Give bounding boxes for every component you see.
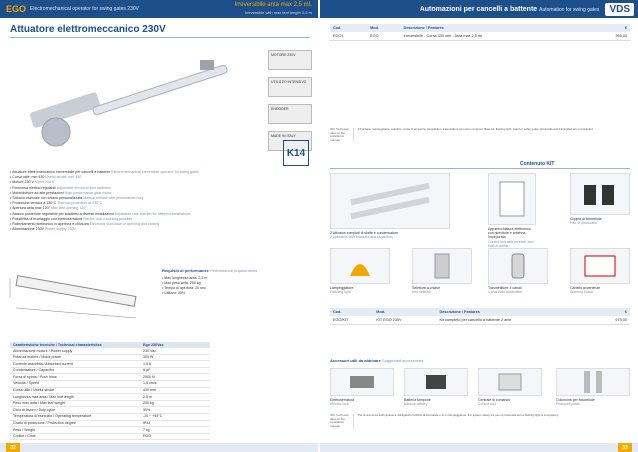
table-row: Lunghezza max anta / Max leaf length 2,5 m — [10, 394, 210, 401]
section-title: Automazioni per cancelli a battente Automation for swing gates — [419, 5, 600, 13]
page-title: Attuatore elettromeccanico 230V — [10, 24, 166, 35]
feature-item: • Finecorsa elettrici regolabili Adjustable electrical limit switches — [10, 186, 310, 191]
kit-item: Coppia di fotocellule Pair of photocells — [570, 173, 630, 225]
product-subtitle: Electromechanical operator for swing gates 230V — [30, 6, 139, 12]
kit-heading: Contenuto KIT — [520, 161, 555, 167]
table-row: Temperatura di esercizio / Operating temperature -20 ÷ +55°C — [10, 413, 210, 420]
header-note: Irreversibile anta max 2,5 mt. Irreversible with max leaf length 2,5 m — [234, 2, 312, 15]
accessories-heading: Accessori utili da abbinare Suggested accessories — [330, 358, 424, 363]
safety-note: IRC Technical data on the installation manual Per la sicurezza dell'impianto è obbligatorio l'utilizzo di fotocellule e di un lampeggiatore. For system safety the use of photocells and a flashing light is compulsory. — [330, 413, 559, 428]
page-number-right: 33 — [618, 443, 632, 452]
product-note: IRC Technical data on the installation manual Kit di base, lampeggiante, selettore, costa di sicurezza, fotocellule e trasmettitore non sono compresi. Base kit, flashing light, selector, safety edge, photocells and transmitter are not included. — [330, 127, 594, 142]
feature-item: • Protezione termica a 130°C Thermal protection at 130°C — [10, 201, 310, 206]
model-badge: K14 — [283, 140, 309, 166]
feature-list — [10, 170, 310, 232]
feature-item: • Alimentazione 230V Power supply 230V — [10, 227, 310, 232]
table-row: Corrente assorbita / Absorbed current 1,5 A — [10, 361, 210, 368]
kit-item: Apparecchiatura elettronica con ricevitore e antenna incorporata Control unit with receiver and built-in aerial — [488, 173, 536, 248]
title-divider — [10, 37, 310, 38]
table-row: Grado di protezione / Protection degree IP44 — [10, 420, 210, 427]
product-code: EGO — [6, 4, 27, 14]
kit-item: Selettore a chiave Key selector — [412, 248, 472, 294]
spec-header: Ego 230Vac — [140, 342, 210, 348]
accessory-item: Centrale di comando Control unit — [478, 368, 542, 406]
performance-row: • Max lunghezza anta: 2,5 m — [162, 276, 312, 281]
spec-header: Caratteristiche tecniche / Technical characteristics — [10, 342, 140, 348]
left-footer — [0, 443, 318, 452]
badge-motor: MOTORE 230V — [268, 50, 312, 70]
dimension-drawing — [6, 268, 156, 320]
kit-item: Cartello avvertenze Warning board — [570, 248, 630, 294]
vds-logo: VDS — [605, 3, 634, 16]
feature-item: • Attacco posteriore regolabile per adattarsi a diverse installazioni Adjustable rear bracket for different installations — [10, 212, 310, 217]
table-row: Velocità / Speed 1,6 cm/s — [10, 380, 210, 387]
kit-item: Trasmettitore 4 canali 4 channels transmitter — [488, 248, 548, 294]
performance-row: • Utilizzo: 30% — [162, 291, 312, 296]
kit-price-table: Cod. Mod. Descrizione / Features € EGO/KIT KIT EGO 230V Kit completo per cancello a battente 2 ante 975,00 — [330, 308, 630, 325]
accessory-item: Elettroserratura Electric lock — [330, 368, 394, 406]
table-row: Codice / Code EGO — [10, 433, 210, 440]
table-row: Forza di spinta / Push force 2500 N — [10, 374, 210, 381]
performance-row: • Max peso anta: 250 kg — [162, 281, 312, 286]
badge-encoder: ENCODER — [268, 104, 312, 124]
page-number-left: 32 — [6, 443, 20, 452]
performance-row: • Tempo di apertura: 20 sec — [162, 286, 312, 291]
feature-item: • Motoriduttore ad alte prestazioni High-performance gear motor — [10, 191, 310, 196]
table-row: Condensatore / Capacitor 8 µF — [10, 367, 210, 374]
feature-item: • Corsa utile: mm 430 Useful stroke: mm 430 — [10, 175, 310, 180]
left-header-bar — [0, 0, 318, 18]
kit-item: Lampeggiatore Flashing light — [330, 248, 390, 294]
feature-item: • Sblocco manuale con chiave personalizzata Manual release with personalized key — [10, 196, 310, 201]
table-row: Alimentazione motore / Power supply 230 Vac — [10, 348, 210, 354]
feature-item: • Apertura anta max 120° Max leaf opening 120° — [10, 206, 310, 211]
right-footer — [320, 443, 638, 452]
table-row: Peso max anta / Max leaf weight 250 kg — [10, 400, 210, 407]
spec-table — [10, 342, 210, 440]
accessory-item: Batteria tampone Backup battery — [404, 368, 468, 406]
kit-divider — [330, 168, 630, 169]
feature-item: • Possibilità di montaggio con elettroserratura Electric lock mounting possible — [10, 217, 310, 222]
table-row: EGO/KIT KIT EGO 230V Kit completo per cancello a battente 2 ante 975,00 — [330, 316, 630, 325]
actuator-image — [20, 52, 250, 162]
badge-made-in-italy: MADE IN ITALY — [268, 131, 312, 151]
table-row: Corsa utile / Useful stroke 430 mm — [10, 387, 210, 394]
right-header-bar — [320, 0, 638, 18]
table-row: EGO1 EGO Irreversibile - Corsa 430 mm - Anta max 2,5 mt 365,00 — [330, 32, 630, 41]
table-row: Ciclo di lavoro / Duty cycle 30% — [10, 407, 210, 414]
feature-item: • Attuatore elettromeccanico irreversibile per cancelli a battente Electromechanical irreversible operator for swing gates — [10, 170, 310, 175]
table-row: Potenza motore / Motor power 300 W — [10, 354, 210, 361]
badge-intensive: UTILIZZO INTENSIVO — [268, 77, 312, 97]
performance-title: Requisiti di performance Performance requirements — [162, 268, 258, 273]
performance-panel — [162, 268, 312, 296]
feature-item: • Motore 230 V Motor 230 V — [10, 180, 310, 185]
accessory-item: Colonnine per fotocellule Photocell posts — [556, 368, 630, 406]
kit-item: 2 Attuatori completi di staffe e condensatore 2 operators with brackets and capacitors — [330, 173, 450, 239]
feature-item: • Rallentamento elettronico in apertura e chiusura Electronic slowdown in opening and closing — [10, 222, 310, 227]
table-row: Peso / Weight 7 kg — [10, 427, 210, 434]
product-price-table: Cod. Mod. Descrizione / Features € EGO1 EGO Irreversibile - Corsa 430 mm - Anta max 2,5 mt 365,00 — [330, 24, 630, 41]
